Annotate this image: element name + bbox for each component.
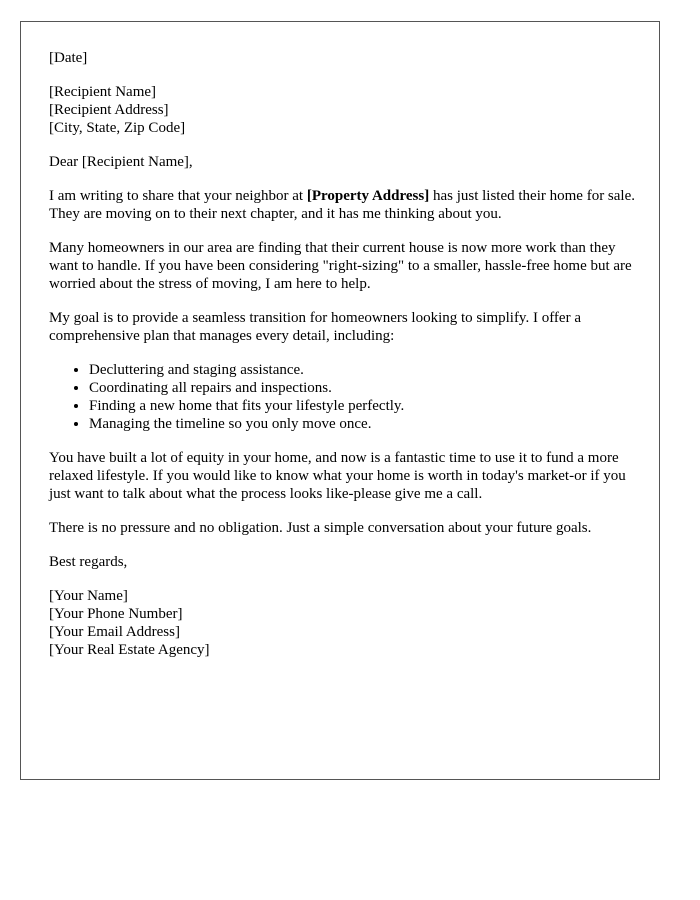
paragraph-equity: You have built a lot of equity in your home, and now is a fantastic time to use it to fund a more relaxed lifestyle. If you would like to know what your home is worth in today's market-or if you just want to talk about what the process looks like-please give me a call. [49,450,626,502]
paragraph-homeowners: Many homeowners in our area are finding that their current house is now more work than they want to handle. If you have been considering "right-sizing" to a smaller, hassle-free home but are worried about the stress of moving, I am here to help. [49,240,632,292]
closing: Best regards, [49,554,128,570]
paragraph-goal: My goal is to provide a seamless transition for homeowners looking to simplify. I offer a comprehensive plan that manages every detail, including: [49,310,581,344]
paragraph-intro-end: has just listed their home for sale. They are moving on to their next chapter, and it has me thinking about you. [49,188,636,222]
property-address: [Property Address] [306,188,430,204]
paragraph-intro [49,187,639,223]
recipient-block [49,83,639,137]
signature-agency: [Your Real Estate Agency] [49,642,210,658]
signature-block [49,587,639,659]
paragraph-intro-start: I am writing to share that your neighbor at [49,188,307,204]
recipient-city-state-zip: [City, State, Zip Code] [49,120,186,136]
letter-page [20,21,660,780]
signature-email: [Your Email Address] [49,624,180,640]
list-item: • Decluttering and staging assistance. [89,361,639,379]
letter-content [49,49,639,659]
letter-date: [Date] [49,50,88,66]
recipient-address: [Recipient Address] [49,102,169,118]
list-item: • Coordinating all repairs and inspections. [89,379,639,397]
signature-phone: [Your Phone Number] [49,606,183,622]
services-list [49,361,639,433]
paragraph-no-pressure: There is no pressure and no obligation. Just a simple conversation about your future goals. [49,520,592,536]
list-item: • Managing the timeline so you only move once. [89,415,639,433]
list-item: • Finding a new home that fits your lifestyle perfectly. [89,397,639,415]
recipient-name: [Recipient Name] [49,84,157,100]
salutation: Dear [Recipient Name], [49,154,193,170]
signature-name: [Your Name] [49,588,128,604]
